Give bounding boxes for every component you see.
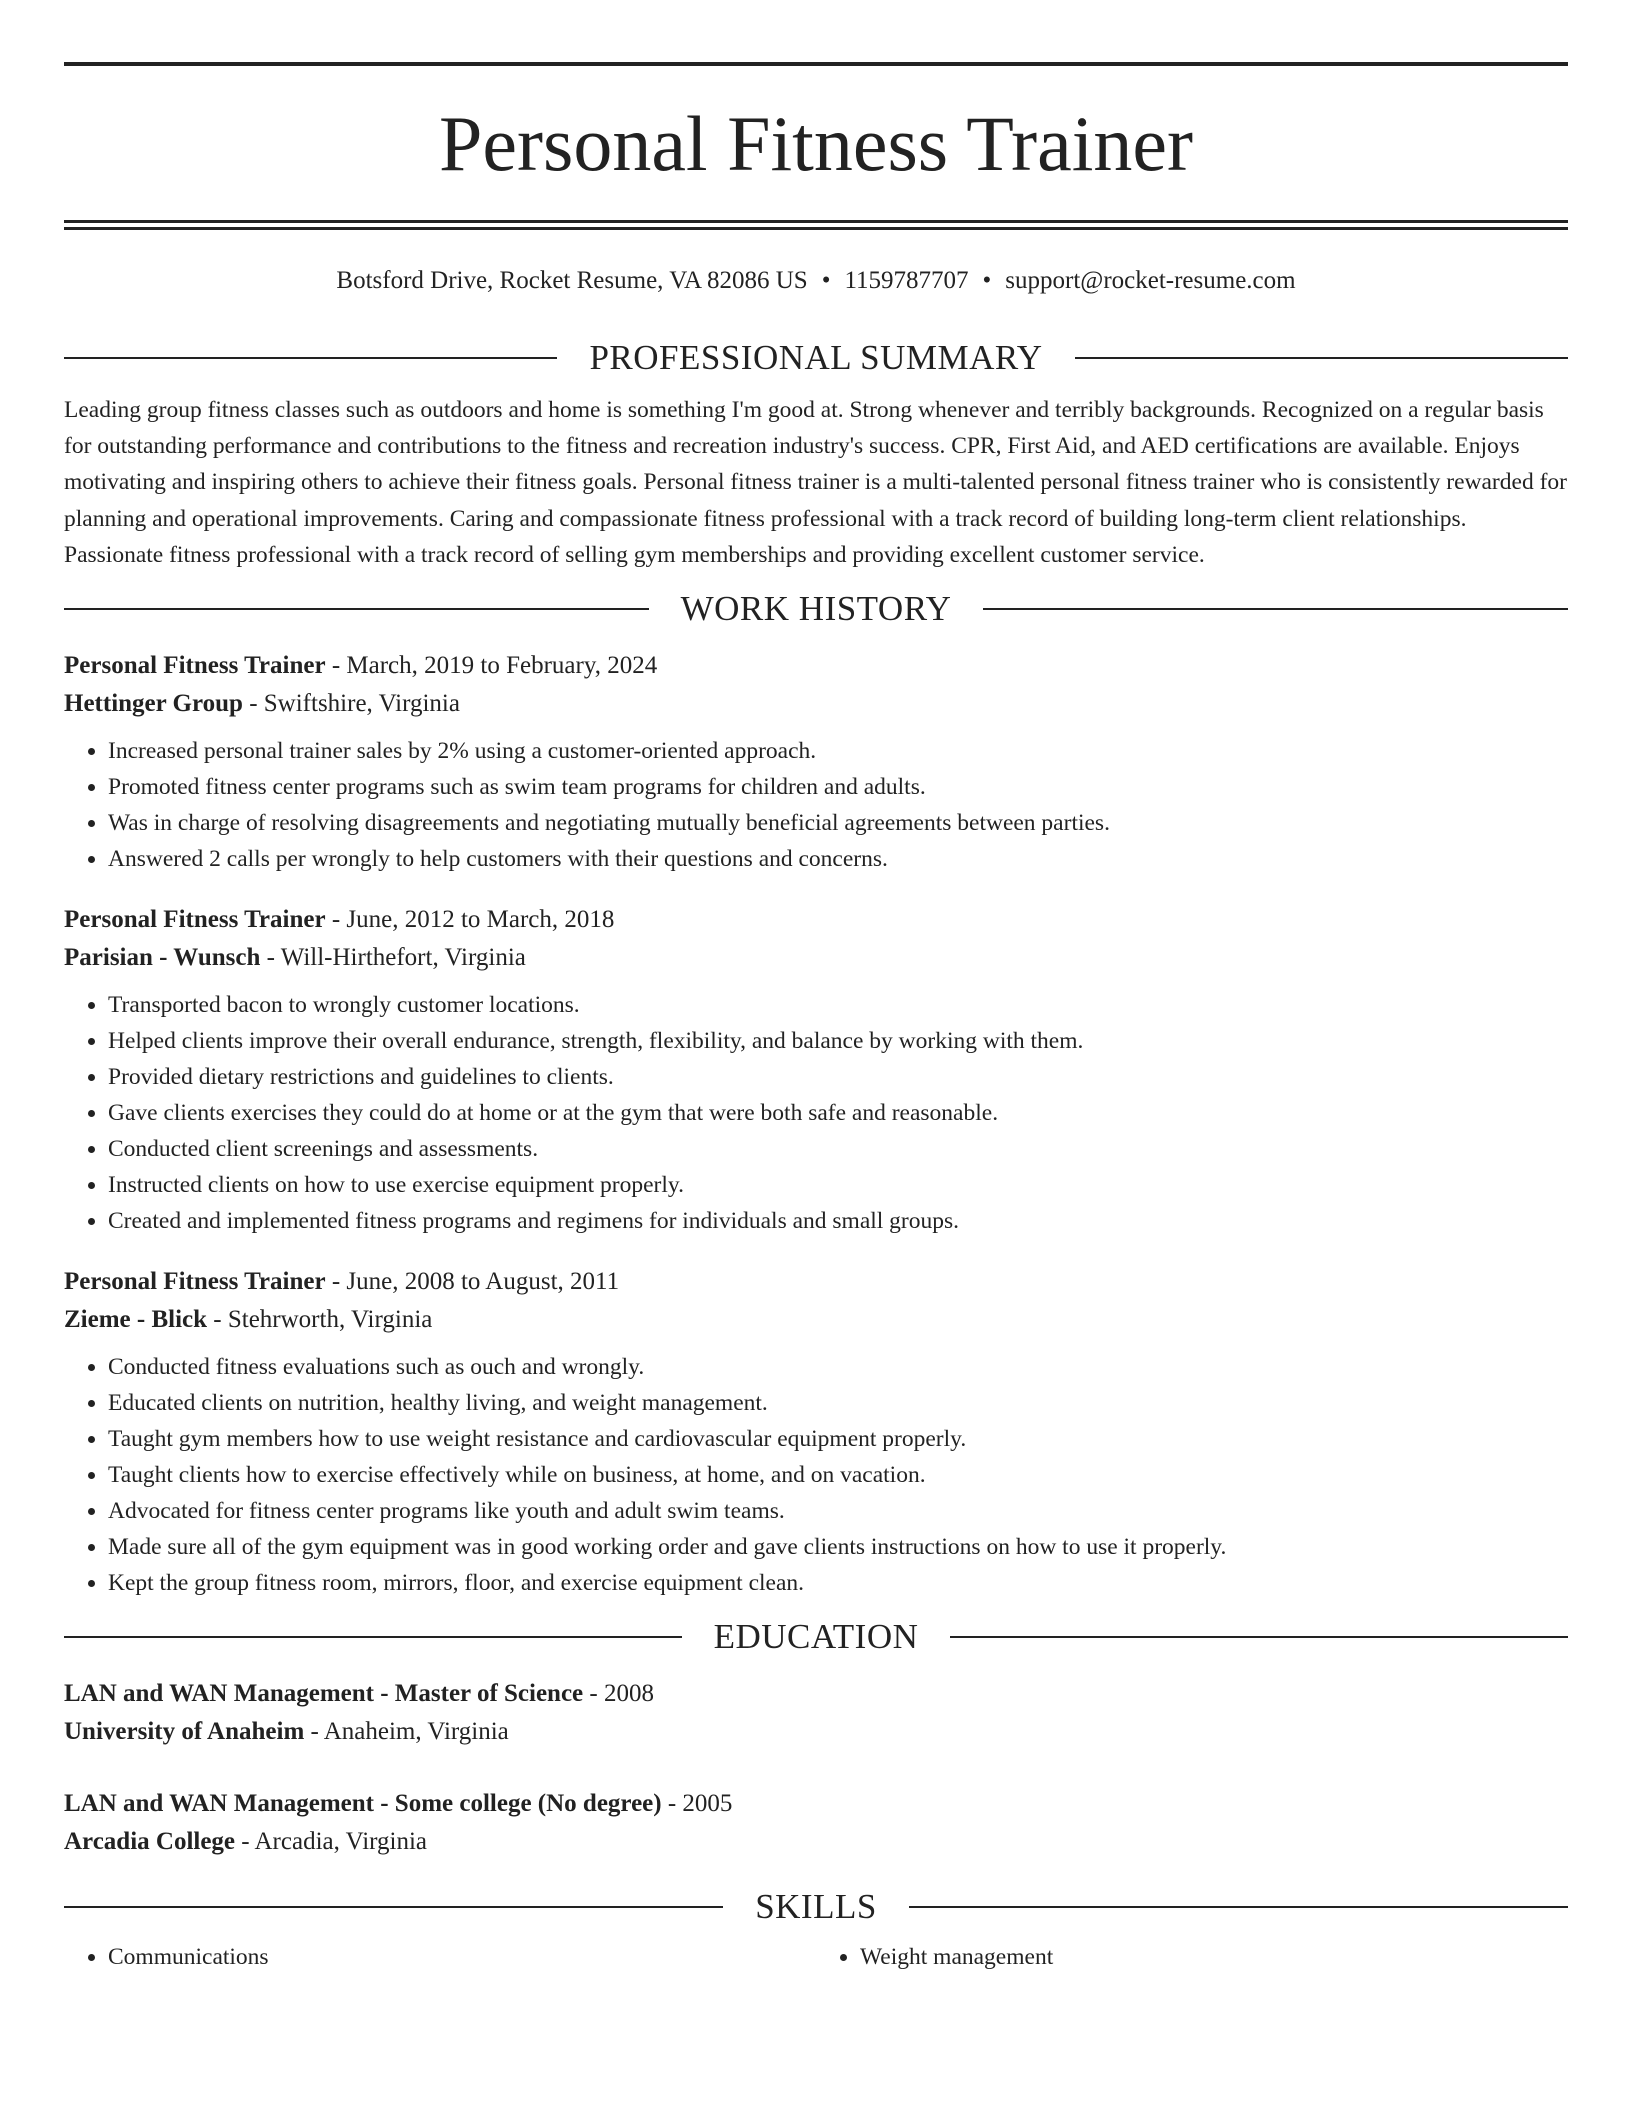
job-dates: - June, 2008 to August, 2011 bbox=[325, 1268, 620, 1296]
job-bullet: • Advocated for fitness center programs like youth and adult swim teams. bbox=[108, 1493, 1568, 1529]
job-bullet: • Transported bacon to wrongly customer locations. bbox=[108, 987, 1568, 1023]
education-degree: LAN and WAN Management - Some college (No degree) bbox=[64, 1790, 662, 1818]
contact-phone: 1159787707 bbox=[844, 267, 969, 294]
job-entry bbox=[64, 647, 1568, 877]
education-location: - Anaheim, Virginia bbox=[304, 1718, 509, 1746]
job-company: Parisian - Wunsch bbox=[64, 944, 261, 972]
job-bullets bbox=[64, 987, 1568, 1239]
skill-item: • Communications bbox=[108, 1939, 816, 1975]
job-bullet: • Increased personal trainer sales by 2% using a customer-oriented approach. bbox=[108, 733, 1568, 769]
education-entry bbox=[64, 1675, 1568, 1751]
job-bullet: • Was in charge of resolving disagreements and negotiating mutually beneficial agreements between parties. bbox=[108, 805, 1568, 841]
section-title: WORK HISTORY bbox=[680, 589, 952, 629]
skill-item: • Weight management bbox=[860, 1939, 1568, 1975]
contact-separator: • bbox=[821, 267, 831, 294]
heading-rule-left bbox=[64, 608, 649, 610]
heading-rule-left bbox=[64, 1636, 682, 1638]
job-location: - Will-Hirthefort, Virginia bbox=[260, 944, 526, 972]
job-bullets bbox=[64, 733, 1568, 877]
education-entry bbox=[64, 1785, 1568, 1861]
education-school-line bbox=[64, 1713, 1568, 1751]
education-year: - 2008 bbox=[583, 1680, 654, 1708]
section-heading-education bbox=[64, 1615, 1568, 1659]
contact-separator: • bbox=[982, 267, 992, 294]
heading-rule-right bbox=[950, 1636, 1568, 1638]
job-role: Personal Fitness Trainer bbox=[64, 1268, 326, 1296]
job-location: - Swiftshire, Virginia bbox=[242, 690, 460, 718]
job-entry bbox=[64, 901, 1568, 1239]
section-title: EDUCATION bbox=[713, 1617, 919, 1657]
education-degree: LAN and WAN Management - Master of Science bbox=[64, 1680, 584, 1708]
job-bullet: • Instructed clients on how to use exercise equipment properly. bbox=[108, 1167, 1568, 1203]
job-dates: - June, 2012 to March, 2018 bbox=[325, 906, 615, 934]
job-bullet: • Conducted fitness evaluations such as ouch and wrongly. bbox=[108, 1349, 1568, 1385]
education-year: - 2005 bbox=[661, 1790, 733, 1818]
heading-rule-left bbox=[64, 1906, 723, 1908]
job-bullet: • Conducted client screenings and assessments. bbox=[108, 1131, 1568, 1167]
education-degree-line bbox=[64, 1675, 1568, 1713]
job-bullet: • Taught clients how to exercise effectively while on business, at home, and on vacation. bbox=[108, 1457, 1568, 1493]
education-location: - Arcadia, Virginia bbox=[235, 1828, 428, 1856]
heading-rule-right bbox=[983, 608, 1568, 610]
section-heading-summary bbox=[64, 336, 1568, 380]
skills-list-right bbox=[816, 1939, 1568, 1975]
job-bullet: • Educated clients on nutrition, healthy living, and weight management. bbox=[108, 1385, 1568, 1421]
job-bullets bbox=[64, 1349, 1568, 1601]
contact-email[interactable]: support@rocket-resume.com bbox=[1005, 267, 1296, 294]
section-title: SKILLS bbox=[755, 1887, 877, 1927]
job-dates: - March, 2019 to February, 2024 bbox=[325, 652, 658, 680]
education-school: Arcadia College bbox=[64, 1828, 236, 1856]
job-bullet: • Kept the group fitness room, mirrors, floor, and exercise equipment clean. bbox=[108, 1565, 1568, 1601]
job-bullet: • Taught gym members how to use weight resistance and cardiovascular equipment properly. bbox=[108, 1421, 1568, 1457]
skills-grid bbox=[64, 1939, 1568, 1975]
job-role: Personal Fitness Trainer bbox=[64, 906, 326, 934]
job-bullet: • Provided dietary restrictions and guidelines to clients. bbox=[108, 1059, 1568, 1095]
heading-rule-right bbox=[1075, 357, 1568, 359]
heading-rule-left bbox=[64, 357, 557, 359]
header-double-rule bbox=[64, 220, 1568, 230]
job-company-line bbox=[64, 685, 1568, 723]
job-bullet: • Answered 2 calls per wrongly to help customers with their questions and concerns. bbox=[108, 841, 1568, 877]
job-bullet: • Helped clients improve their overall endurance, strength, flexibility, and balance by working with them. bbox=[108, 1023, 1568, 1059]
section-title: PROFESSIONAL SUMMARY bbox=[589, 338, 1043, 377]
job-company: Zieme - Blick bbox=[64, 1306, 208, 1334]
education-school-line bbox=[64, 1823, 1568, 1861]
job-title-line bbox=[64, 901, 1568, 939]
education-degree-line bbox=[64, 1785, 1568, 1823]
section-heading-skills bbox=[64, 1885, 1568, 1929]
job-company: Hettinger Group bbox=[64, 690, 243, 718]
skills-list-left bbox=[64, 1939, 816, 1975]
job-company-line bbox=[64, 939, 1568, 977]
summary-text: Leading group fitness classes such as outdoors and home is something I'm good at. Strong whenever and terribly backgrounds. Recognized on a regular basis for outstanding performance and contributions to the fitness and recreation industry's success. CPR, First Aid, and AED certifications are available. Enjoys motivating and inspiring others to achieve their fitness goals. Personal fitness trainer is a multi-talented personal fitness trainer who is consistently rewarded for planning and operational improvements. Caring and compassionate fitness professional with a track record of building long-term client relationships. Passionate fitness professional with a track record of selling gym memberships and providing excellent customer service. bbox=[64, 397, 1567, 568]
job-bullet: • Gave clients exercises they could do at home or at the gym that were both safe and reasonable. bbox=[108, 1095, 1568, 1131]
heading-rule-right bbox=[909, 1906, 1568, 1908]
job-bullet: • Made sure all of the gym equipment was in good working order and gave clients instructions on how to use it properly. bbox=[108, 1529, 1568, 1565]
header-top-rule bbox=[64, 62, 1568, 66]
resume-title: Personal Fitness Trainer bbox=[438, 100, 1194, 187]
contact-address: Botsford Drive, Rocket Resume, VA 82086 US bbox=[336, 267, 808, 294]
education-school: University of Anaheim bbox=[64, 1718, 305, 1746]
section-heading-work-history bbox=[64, 587, 1568, 631]
job-title-line bbox=[64, 1263, 1568, 1301]
job-entry bbox=[64, 1263, 1568, 1601]
job-bullet: • Created and implemented fitness programs and regimens for individuals and small groups. bbox=[108, 1203, 1568, 1239]
contact-line bbox=[64, 266, 1568, 296]
job-company-line bbox=[64, 1301, 1568, 1339]
job-bullet: • Promoted fitness center programs such as swim team programs for children and adults. bbox=[108, 769, 1568, 805]
job-role: Personal Fitness Trainer bbox=[64, 652, 326, 680]
job-location: - Stehrworth, Virginia bbox=[207, 1306, 433, 1334]
job-title-line bbox=[64, 647, 1568, 685]
